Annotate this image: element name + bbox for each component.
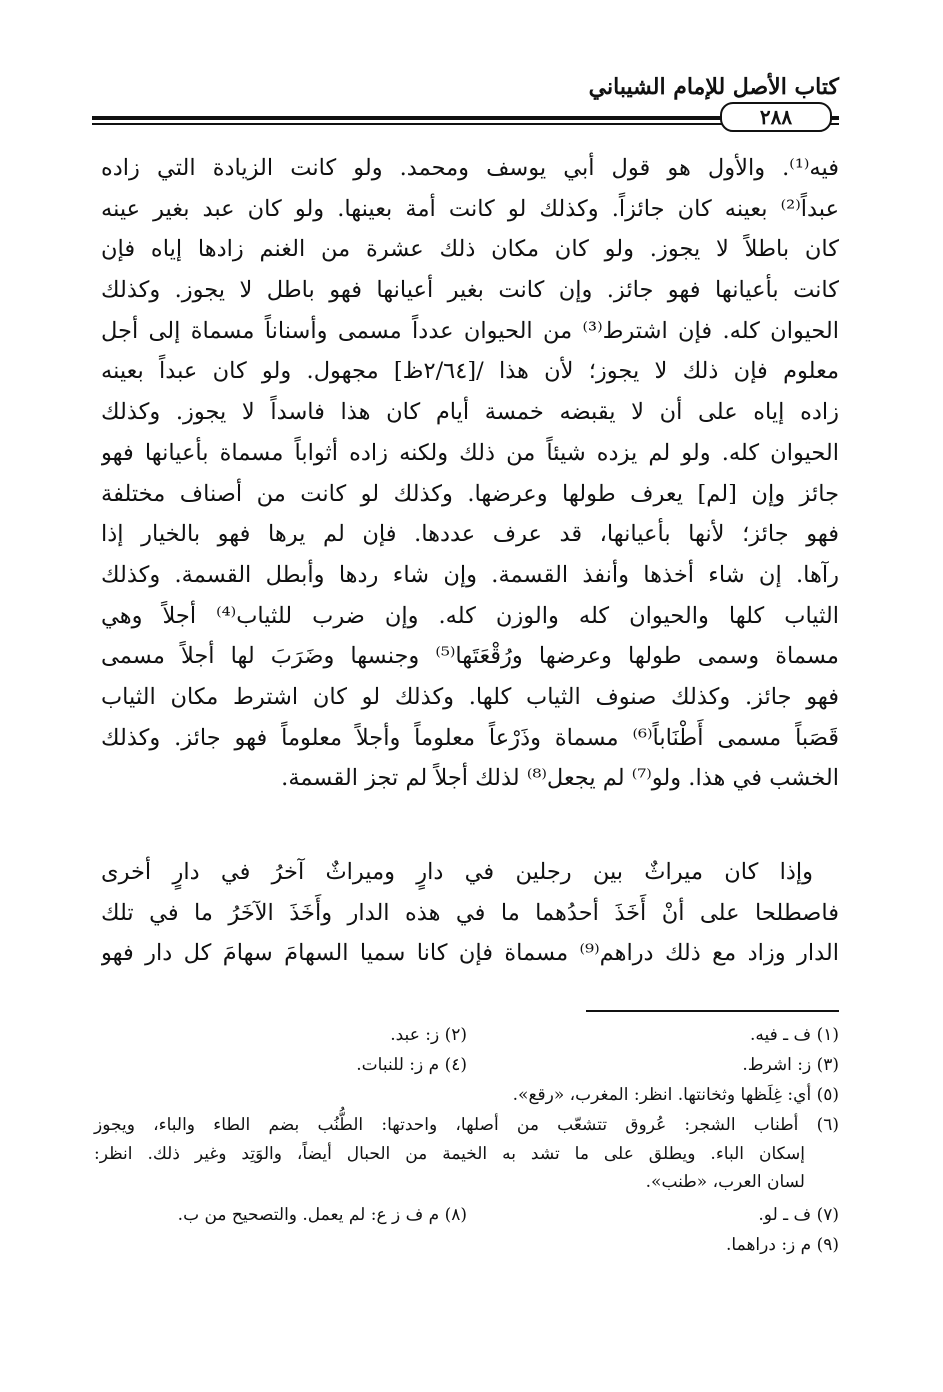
text-line: فاصطلحا على أنْ أَخَذَ أحدُهما ما في هذه الدار وأَخَذَ الآخَرُ ما في تلك bbox=[101, 899, 839, 926]
text-line: رآها. إن شاء أخذها وأنفذ القسمة. وإن شاء ردها وأبطل القسمة. وكذلك bbox=[101, 561, 839, 588]
footnote-6-line: لسان العرب، «طنب». bbox=[645, 1172, 805, 1192]
footnote-row bbox=[94, 1020, 839, 1050]
text-line: مسماة وسمى طولها وعرضها ورُقْعَتَها⁽⁵⁾ وجنسها وضَرَبَ لها أجلاً مسمى bbox=[101, 643, 839, 670]
footnote-9: (٩) م ز: دراهما. bbox=[726, 1235, 839, 1255]
footnote-6-line: إسكان الباء. ويطلق على ما تشد به الخيمة من الحبال أيضاً، والوَتِد وغير ذلك. انظر: bbox=[94, 1144, 805, 1164]
footnote-separator bbox=[586, 1010, 839, 1012]
running-header-title: كتاب الأصل للإمام الشيباني bbox=[588, 74, 839, 100]
footnote-7: (٧) ف ـ لو. bbox=[758, 1205, 839, 1225]
text-line: زاده إياه على أن لا يقبضه خمسة أيام كان هذا فاسداً لا يجوز. وكذلك bbox=[101, 399, 839, 426]
footnote-row bbox=[94, 1050, 839, 1080]
text-line: عبداً⁽²⁾ بعينه كان جائزاً. وكذلك لو كانت أمة بعينها. ولو كان عبد بغير عينه bbox=[101, 195, 839, 222]
footnote-2: (٢) ز: عبد. bbox=[390, 1025, 467, 1045]
footnote-5: (٥) أي: غِلَظها وثخانتها. انظر: المغرب، «رقع». bbox=[512, 1085, 839, 1105]
text-line: وإذا كان ميراثٌ بين رجلين في دارٍ وميراثٌ آخرُ في دارٍ أخرى bbox=[101, 859, 813, 885]
text-line: فهو جائز. وكذلك صنوف الثياب كلها. وكذلك لو كان اشترط مكان الثياب bbox=[101, 683, 839, 710]
text-line: الحيوان كله. فإن اشترط⁽³⁾ من الحيوان عدداً مسمى وأسناناً مسماة إلى أجل bbox=[101, 317, 839, 344]
footnote-8: (٨) م ف ز ع: لم يعمل. والتصحيح من ب. bbox=[177, 1205, 467, 1225]
body-paragraph-1 bbox=[101, 148, 839, 799]
text-line: كان باطلاً لا يجوز. ولو كان مكان ذلك عشرة من الغنم زادها إياه فإن bbox=[101, 236, 839, 263]
page-number-badge: ٢٨٨ bbox=[720, 102, 832, 132]
body-paragraph-2 bbox=[101, 852, 839, 974]
text-line: الخشب في هذا. ولو⁽⁷⁾ لم يجعل⁽⁸⁾ لذلك أجلاً لم تجز القسمة. bbox=[281, 765, 839, 792]
text-line: جائز وإن [لم] يعرف طولها وعرضها. وكذلك لو كانت من أصناف مختلفة bbox=[101, 480, 839, 507]
footnote-row bbox=[94, 1200, 839, 1230]
text-line: فهو جائز؛ لأنها بأعيانها، قد عرف عددها. فإن لم يرها فهو بالخيار إذا bbox=[101, 521, 839, 548]
footnote-3: (٣) ز: اشرط. bbox=[742, 1055, 839, 1075]
text-line: كانت بأعيانها فهو جائز. وإن كانت بغير أعيانها فهو باطل لا يجوز. وكذلك bbox=[101, 277, 839, 304]
footnote-1: (١) ف ـ فيه. bbox=[749, 1025, 839, 1045]
footnotes-section bbox=[94, 1020, 839, 1260]
footnote-4: (٤) م ز: للنبات. bbox=[356, 1055, 467, 1075]
text-line: فيه⁽¹⁾. والأول هو قول أبي يوسف ومحمد. ولو كانت الزيادة التي زاده bbox=[101, 155, 839, 181]
text-line: الحيوان كله. ولو لم يزده شيئاً من ذلك ولكنه زاده أثواباً مسماة بأعيانها فهو bbox=[101, 439, 839, 466]
text-line: معلوم فإن ذلك لا يجوز؛ لأن هذا /[٢/٦٤ظ] مجهول. ولو كان عبداً بعينه bbox=[101, 358, 839, 385]
footnote-6-line: (٦) أطناب الشجر: عُروق تتشعّب من أصلها، واحدتها: الطُّنُب بضم الطاء والباء، ويجوز bbox=[94, 1115, 839, 1135]
text-line: قَصَباً مسمى أَطْنَاباً⁽⁶⁾ مسماة وذَرْعاً معلوماً وأجلاً معلوماً فهو جائز. وكذلك bbox=[101, 724, 839, 751]
text-line: الثياب كلها والحيوان كله والوزن كله. وإن ضرب للثياب⁽⁴⁾ أجلاً وهي bbox=[101, 602, 839, 629]
text-line: الدار وزاد مع ذلك دراهم⁽⁹⁾ مسماة فإن كانا سميا السهامَ سهامَ كل دار فهو bbox=[101, 940, 839, 967]
